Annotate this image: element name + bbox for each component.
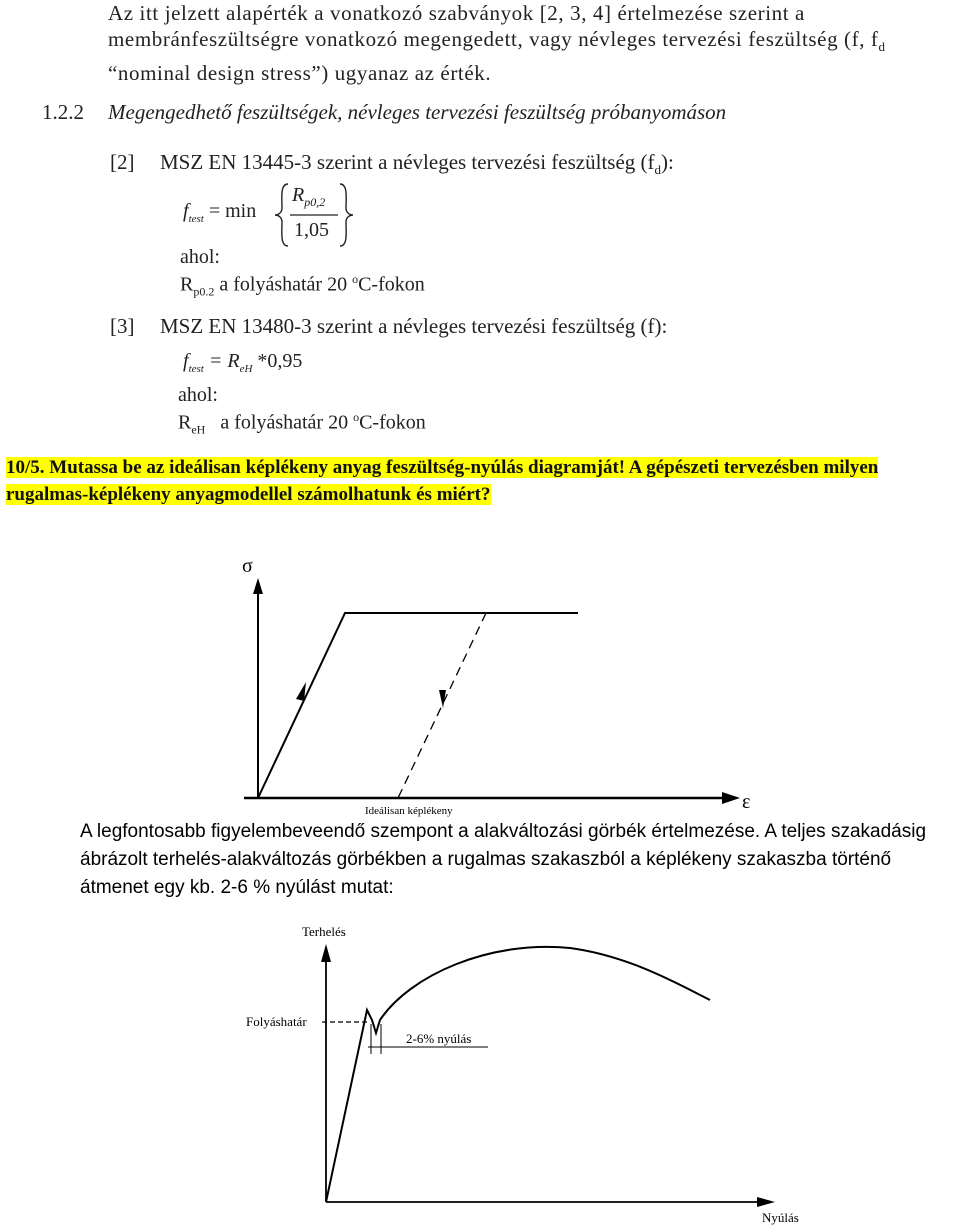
stress-strain-curve: [258, 613, 578, 798]
ideal-plastic-diagram: [230, 550, 770, 820]
load-axis-label: Terhelés: [302, 924, 346, 939]
yield-label: Folyáshatár: [246, 1014, 307, 1029]
intro-line-3: “nominal design stress”) ugyanaz az érték.: [108, 61, 492, 86]
elongation-axis-label: Nyúlás: [762, 1210, 799, 1225]
intro-paragraph: [108, 0, 928, 86]
intro-line-2: membránfeszültségre vonatkozó megengedett, vagy névleges tervezési feszültség (f, $f_d$: [108, 27, 886, 55]
explanation-paragraph: A legfontosabb figyelembeveendő szempont a alakváltozási görbék értelmezése. A teljes szakadásig ábrázolt terhelés-alakváltozás görbékben a rugalmas szakaszból a képlékeny szakaszba történő átmenet egy kb. 2-6 % nyúlást mutat:: [80, 821, 927, 898]
ref3-heading: MSZ EN 13480-3 szerint a névleges tervezési feszültség (f):: [160, 314, 668, 338]
ref3-ahol: ahol:: [178, 384, 218, 406]
ref2-definition: $R_{p0.2}$ a folyáshatár 20 $^o$C-fokon: [180, 272, 425, 299]
diagram1-caption: Ideálisan képlékeny: [365, 805, 453, 817]
exam-question: [6, 454, 936, 508]
range-label: 2-6% nyúlás: [406, 1031, 472, 1046]
ref2-denominator: 1,05: [294, 219, 329, 241]
load-elongation-diagram: [240, 920, 840, 1225]
sigma-axis-arrow: [253, 578, 263, 594]
question-text: 10/5. Mutassa be az ideálisan képlékeny anyag feszültség-nyúlás diagramját! A gépészeti tervezésben milyen rugalmas-képlékeny anyagmodellel számolhatunk és miért?: [6, 457, 879, 505]
elongation-axis-arrow: [757, 1197, 775, 1207]
ref3-tag: [3]: [110, 314, 135, 338]
unloading-line: [398, 613, 486, 798]
epsilon-axis-arrow: [722, 792, 740, 804]
ref2-heading: MSZ EN 13445-3 szerint a névleges tervezési feszültség $(f_d)$:: [160, 150, 674, 178]
section-title: Megengedhető feszültségek, névleges tervezési feszültség próbanyomáson: [108, 100, 727, 124]
intro-line-1: Az itt jelzett alapérték a vonatkozó szabványok [2, 3, 4] értelmezése szerint a: [108, 1, 805, 25]
ref2-numerator: $R_{p0,2}$: [292, 184, 326, 209]
ref2-formula-lhs: $f_{test} = \min$: [183, 200, 257, 225]
ref2-ahol: ahol:: [180, 246, 220, 268]
ref3-definition: $R_{eH}$ a folyáshatár 20 $^o$C-fokon: [178, 410, 426, 437]
epsilon-axis-label: ε: [742, 791, 751, 813]
load-elongation-curve: [326, 947, 710, 1202]
sigma-axis-label: σ: [242, 555, 253, 577]
section-number: 1.2.2: [42, 100, 84, 124]
load-axis-arrow: [321, 944, 331, 962]
ref2-tag: [2]: [110, 150, 135, 174]
ref3-formula: $f_{test} = R_{eH}$ *0,95: [183, 350, 303, 375]
